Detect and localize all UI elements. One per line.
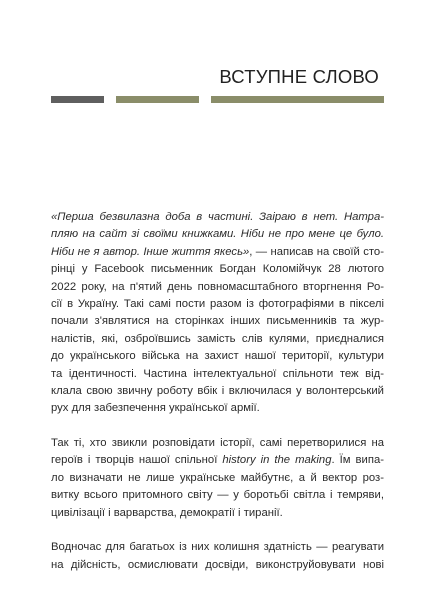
text-line: [51, 348, 384, 365]
text-segment: сії в Україну. Такі самі пости разом із фотографіями в пікселі: [51, 298, 384, 311]
text-line: [51, 435, 384, 452]
text-segment: . Їм випа-: [331, 454, 384, 467]
italic-text-segment: Ніби не я автор. Інше життя якесь»: [51, 245, 250, 258]
decorative-bar-olive-long: [211, 96, 384, 103]
italic-text-segment: «Перша безвилазна доба в частині. Заіраю в нет. Натра-: [51, 211, 384, 223]
text-line: [51, 452, 384, 469]
body-text: [51, 209, 384, 574]
text-segment: Водночас для багатьох із них колишня здатність — реагувати: [51, 541, 384, 554]
text-segment: цивілізації і варварства, демократії і тиранії.: [51, 506, 283, 519]
decorative-bar-grey: [51, 96, 104, 103]
paragraph: [51, 539, 384, 574]
text-segment: 2022 року, на п'ятий день повномасштабного вторгнення Ро-: [51, 280, 384, 293]
text-segment: почали з'являтися на сторінках інших письменників та жур-: [51, 315, 384, 328]
text-segment: до українського війська на захист нашої території, культури: [51, 350, 384, 363]
text-line: [51, 261, 384, 278]
text-segment: ло визначати не лише українське майбутнє, а й вектор роз-: [51, 471, 384, 484]
text-line: [51, 279, 384, 296]
text-segment: налістів, які, озброївшись замість слів кулями, приєдналися: [51, 332, 384, 345]
text-segment: героїв і творців нашої спільної: [51, 454, 223, 467]
text-line: [51, 539, 384, 556]
text-segment: клала свою звичну роботу вбік і включилася у волонтерський: [51, 385, 384, 398]
text-segment: та ідентичності. Частина інтелектуальної спільноти теж від-: [51, 367, 384, 380]
text-segment: Так ті, хто звикли розповідати історії, самі перетворилися на: [51, 437, 384, 450]
decorative-bar-olive-short: [116, 96, 199, 103]
italic-text-segment: пляю на сайт зі своїми книжками. Ніби не про мене це було.: [51, 228, 384, 241]
text-line: [51, 366, 384, 383]
text-line: [51, 226, 384, 243]
paragraph: [51, 435, 384, 522]
text-line: [51, 296, 384, 313]
text-line: [51, 487, 384, 504]
text-segment: , — написав на своїй сто-: [249, 245, 384, 258]
text-line: [51, 209, 384, 226]
text-segment: на дійсність, осмислювати досвіди, виконструйовувати нові: [51, 558, 384, 571]
text-line: [51, 400, 384, 417]
text-segment: витку всього притомного світу — у боротьбі світла і темряви,: [51, 489, 384, 502]
page-title: ВСТУПНЕ СЛОВО: [219, 66, 379, 87]
italic-text-segment: history in the making: [222, 454, 332, 467]
text-line: [51, 383, 384, 400]
text-segment: рінці у Facebook письменник Богдан Коломійчук 28 лютого: [51, 263, 384, 276]
text-line: [51, 557, 384, 574]
text-line: [51, 244, 384, 261]
text-line: [51, 331, 384, 348]
text-segment: рух для забезпечення української армії.: [51, 402, 260, 415]
text-line: [51, 505, 384, 522]
text-line: [51, 313, 384, 330]
paragraph: [51, 209, 384, 418]
text-line: [51, 470, 384, 487]
